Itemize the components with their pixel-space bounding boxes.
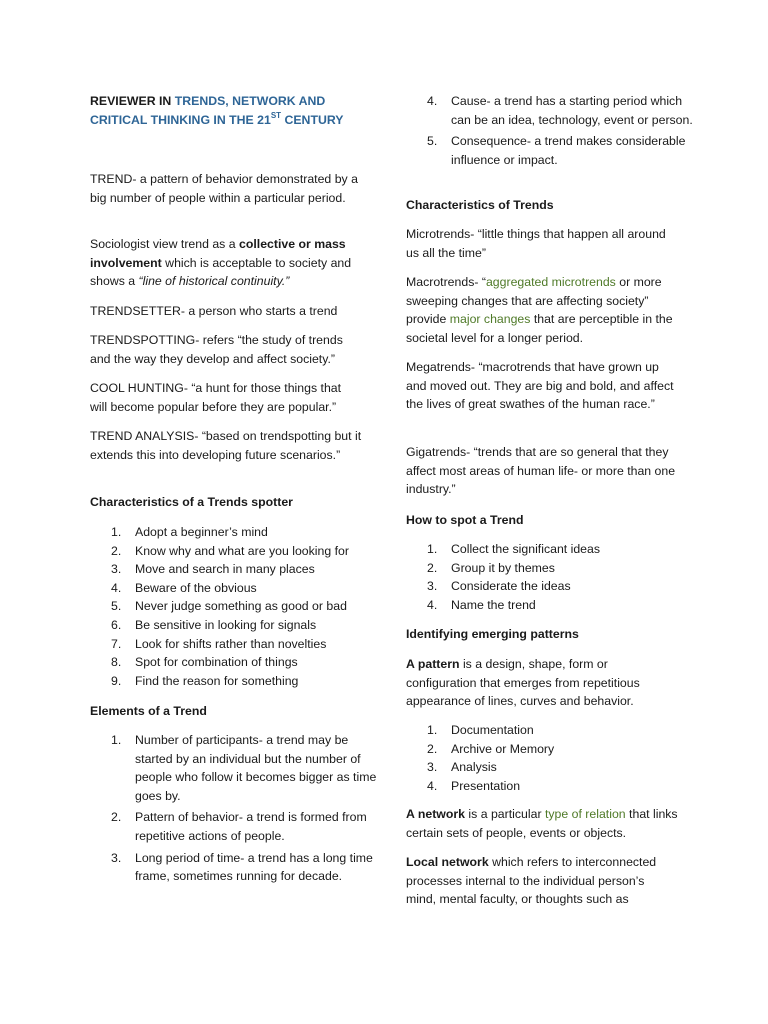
list-text: Presentation — [451, 778, 521, 793]
list-item — [406, 758, 696, 777]
list-number: 3. — [111, 562, 122, 577]
list-text: Move and search in many places — [135, 562, 315, 577]
list-text: Know why and what are you looking for — [135, 543, 349, 558]
document-title: REVIEWER IN TRENDS, NETWORK AND CRITICAL THINKING IN THE 21ST CENTURY — [90, 94, 344, 127]
list-item — [406, 777, 696, 796]
list-item — [90, 616, 380, 635]
list-text: Documentation — [451, 723, 534, 737]
list-item — [90, 653, 380, 672]
spot-trend-heading: How to spot a Trend — [406, 513, 524, 527]
list-item — [406, 740, 696, 759]
list-number: 9. — [111, 673, 122, 688]
local-network-paragraph: Local network which refers to interconnected processes internal to the individual person’s mind, mental faculty, or thoughts such as — [406, 855, 657, 907]
network-definition: A network is a particular type of relation that links certain sets of people, events or objects. — [406, 807, 678, 840]
list-item — [90, 808, 380, 845]
list-item — [90, 672, 380, 691]
list-number: 8. — [111, 655, 122, 670]
list-number: 2. — [111, 810, 122, 825]
list-text: Archive or Memory — [451, 741, 555, 756]
list-number: 3. — [111, 850, 122, 865]
list-item — [90, 560, 380, 579]
list-number: 4. — [427, 94, 438, 108]
list-text: Long period of time- a trend has a long time frame, sometimes running for decade. — [135, 850, 373, 884]
list-text: Adopt a beginner’s mind — [135, 525, 268, 539]
list-item — [90, 849, 380, 886]
list-number: 5. — [111, 599, 122, 614]
list-number: 2. — [111, 543, 122, 558]
list-item — [406, 596, 696, 615]
trendsetter-definition: TRENDSETTER- a person who starts a trend — [90, 304, 338, 318]
list-item — [90, 597, 380, 616]
list-number: 1. — [427, 723, 438, 737]
elements-heading: Elements of a Trend — [90, 704, 207, 718]
list-text: Group it by themes — [451, 560, 555, 575]
list-text: Analysis — [451, 760, 497, 775]
list-text: Consequence- a trend makes considerable influence or impact. — [451, 134, 686, 167]
microtrends-paragraph: Microtrends- “little things that happen all around us all the time” — [406, 227, 666, 260]
list-text: Be sensitive in looking for signals — [135, 617, 317, 632]
list-text: Never judge something as good or bad — [135, 599, 347, 614]
list-number: 4. — [111, 580, 122, 595]
list-item — [406, 540, 696, 559]
emerging-patterns-heading: Identifying emerging patterns — [406, 627, 579, 641]
trends-spotter-heading: Characteristics of a Trends spotter — [90, 495, 293, 509]
list-number: 7. — [111, 636, 122, 651]
list-number: 1. — [111, 733, 122, 747]
characteristics-heading: Characteristics of Trends — [406, 198, 554, 212]
gigatrends-paragraph: Gigatrends- “trends that are so general that they affect most areas of human life- or more than one industry.” — [406, 445, 676, 497]
list-item — [90, 635, 380, 654]
list-number: 6. — [111, 617, 122, 632]
list-number: 4. — [427, 778, 438, 793]
list-item — [406, 559, 696, 578]
list-text: Number of participants- a trend may be started by an individual but the number of people who follow it becomes bigger as time goes by. — [135, 733, 377, 803]
list-number: 2. — [427, 560, 438, 575]
spot-trend-list — [406, 540, 696, 614]
trend-definition: TREND- a pattern of behavior demonstrated by a big number of people within a particular period. — [90, 172, 358, 205]
list-number: 1. — [111, 525, 122, 539]
list-number: 3. — [427, 579, 438, 594]
coolhunting-definition: COOL HUNTING- “a hunt for those things that will become popular before they are popular.” — [90, 381, 342, 414]
list-text: Collect the significant ideas — [451, 542, 601, 556]
list-number: 1. — [427, 542, 438, 556]
list-item — [406, 132, 696, 169]
list-text: Find the reason for something — [135, 673, 299, 688]
elements-list — [90, 731, 380, 886]
list-item — [90, 731, 380, 805]
list-text: Beware of the obvious — [135, 580, 257, 595]
list-text: Pattern of behavior- a trend is formed from repetitive actions of people. — [135, 810, 367, 843]
list-text: Name the trend — [451, 597, 536, 612]
trends-spotter-list — [90, 523, 380, 690]
list-item — [406, 92, 696, 129]
list-item — [406, 721, 696, 740]
trendspotting-definition: TRENDSPOTTING- refers “the study of trends and the way they develop and affect society.” — [90, 333, 343, 366]
list-number: 3. — [427, 760, 438, 775]
list-number: 4. — [427, 597, 438, 612]
list-number: 5. — [427, 134, 438, 149]
list-item — [90, 523, 380, 542]
trend-analysis-definition: TREND ANALYSIS- “based on trendspotting but it extends this into developing future scenarios.” — [90, 429, 362, 462]
pattern-definition: A pattern is a design, shape, form or configuration that emerges from repetitious appearance of lines, curves and behavior. — [406, 657, 640, 709]
list-item — [406, 577, 696, 596]
list-number: 2. — [427, 741, 438, 756]
list-text: Cause- a trend has a starting period which can be an idea, technology, event or person. — [451, 94, 693, 127]
list-item — [90, 579, 380, 598]
sociologist-paragraph: Sociologist view trend as a collective or mass involvement which is acceptable to society and shows a “line of historical continuity.” — [90, 237, 352, 289]
list-text: Look for shifts rather than novelties — [135, 636, 327, 651]
elements-list-continued — [406, 92, 696, 169]
list-text: Considerate the ideas — [451, 579, 571, 594]
macrotrends-paragraph: Macrotrends- “aggregated microtrends or more sweeping changes that are affecting society” provide major changes that are perceptible in the societal level for a longer period. — [406, 275, 673, 345]
pattern-steps-list — [406, 721, 696, 795]
megatrends-paragraph: Megatrends- “macrotrends that have grown up and moved out. They are big and bold, and affect the lives of great swathes of the human race.” — [406, 360, 674, 412]
list-item — [90, 542, 380, 561]
list-text: Spot for combination of things — [135, 655, 298, 670]
